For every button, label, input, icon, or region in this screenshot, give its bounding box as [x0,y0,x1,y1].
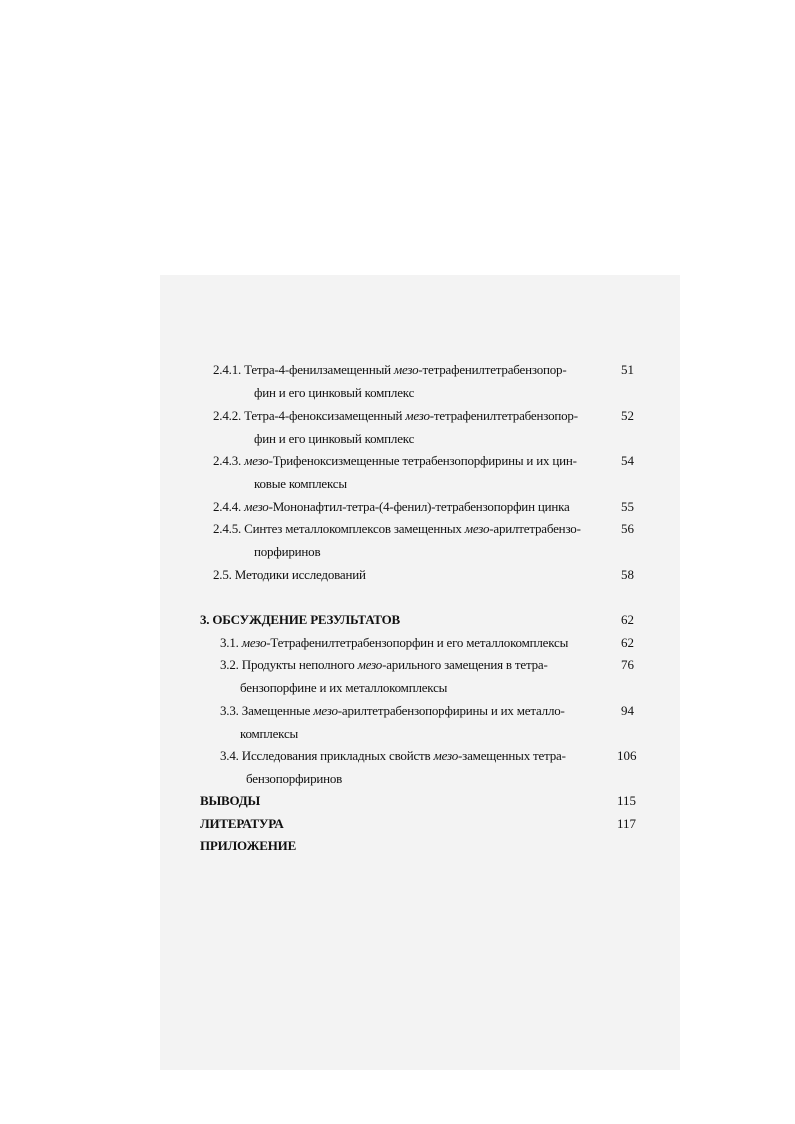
toc-entry-2-5: 2.5. Методики исследований [213,567,366,582]
toc-conclusions: ВЫВОДЫ [200,793,261,808]
toc-page-number: 115 [617,793,637,808]
toc-entry-italic: мезо [244,499,269,514]
toc-page-number: 52 [621,408,634,423]
toc-entry-text: 3.4. Исследования прикладных свойств [220,748,434,763]
toc-entry-italic: мезо [405,408,430,423]
toc-page-number: 62 [621,635,634,650]
toc-entry-2-4-1 [213,362,566,378]
toc-entry-continuation: ковые комплексы [254,476,347,491]
toc-entry-text: 2.4.2. Тетра-4-феноксизамещенный [213,408,406,423]
toc-page-number: 62 [621,612,634,627]
toc-entry-2-4-5 [213,521,581,537]
toc-chapter-3: 3. ОБСУЖДЕНИЕ РЕЗУЛЬТАТОВ [200,612,400,627]
toc-entry-continuation: порфиринов [254,544,321,559]
toc-entry-text: 3.2. Продукты неполного [220,657,358,672]
toc-entry-continuation: фин и его цинковый комплекс [254,431,415,446]
toc-entry-text: -тетрафенилтетрабензопор- [429,408,578,423]
toc-entry-2-4-4 [213,499,570,515]
toc-entry-text: -Тетрафенилтетрабензопорфин и его металлокомплексы [266,635,569,650]
toc-entry-text: 3.1. [220,635,242,650]
toc-entry-italic: мезо [433,748,459,763]
toc-entry-continuation: фин и его цинковый комплекс [254,385,415,400]
toc-entry-text: 3.3. Замещенные [220,703,314,718]
toc-entry-text: -Мононафтил-тетра-(4-фенил)-тетрабензопорфин цинка [268,499,570,514]
toc-page-number: 76 [621,657,634,672]
toc-entry-text: -замещенных тетра- [458,748,566,763]
toc-entry-continuation: бензопорфине и их металлокомплексы [240,680,448,695]
toc-entry-italic: мезо [313,703,338,718]
toc-entry-continuation: комплексы [240,726,299,741]
toc-entry-text: -арильного замещения в тетра- [382,657,548,672]
toc-entry-3-2 [220,657,548,673]
toc-references: ЛИТЕРАТУРА [200,816,284,831]
toc-entry-text: -арилтетрабензопорфирины и их металло- [337,703,565,718]
toc-entry-text: -арилтетрабензо- [489,521,581,536]
toc-page-number: 94 [621,703,634,718]
toc-entry-italic: мезо [244,453,269,468]
toc-entry-italic: мезо [241,635,267,650]
toc-page-number: 106 [617,748,637,763]
toc-entry-2-4-2 [213,408,578,424]
toc-page-number: 55 [621,499,634,514]
toc-entry-3-3 [220,703,565,719]
toc-entry-2-4-3 [213,453,577,469]
toc-entry-text: 2.4.5. Синтез металлокомплексов замещенных [213,521,465,536]
toc-page-number: 51 [621,362,634,377]
toc-entry-text: -Трифеноксизмещенные тетрабензопорфирины и их цин- [268,453,577,468]
toc-entry-text: 2.4.3. [213,453,245,468]
toc-entry-text: -тетрафенилтетрабензопор- [418,362,567,377]
toc-entry-text: 2.4.1. Тетра-4-фенилзамещенный [213,362,394,377]
toc-entry-italic: мезо [393,362,419,377]
toc-entry-text: 2.4.4. [213,499,245,514]
toc-page-number: 58 [621,567,634,582]
toc-page-number: 117 [617,816,637,831]
toc-entry-3-1 [220,635,568,651]
toc-entry-continuation: бензопорфиринов [246,771,343,786]
toc-page-number: 56 [621,521,634,536]
toc-appendix: ПРИЛОЖЕНИЕ [200,838,297,853]
toc-page-number: 54 [621,453,634,468]
toc-entry-3-4 [220,748,566,764]
toc-entry-italic: мезо [464,521,490,536]
toc-entry-italic: мезо [357,657,383,672]
